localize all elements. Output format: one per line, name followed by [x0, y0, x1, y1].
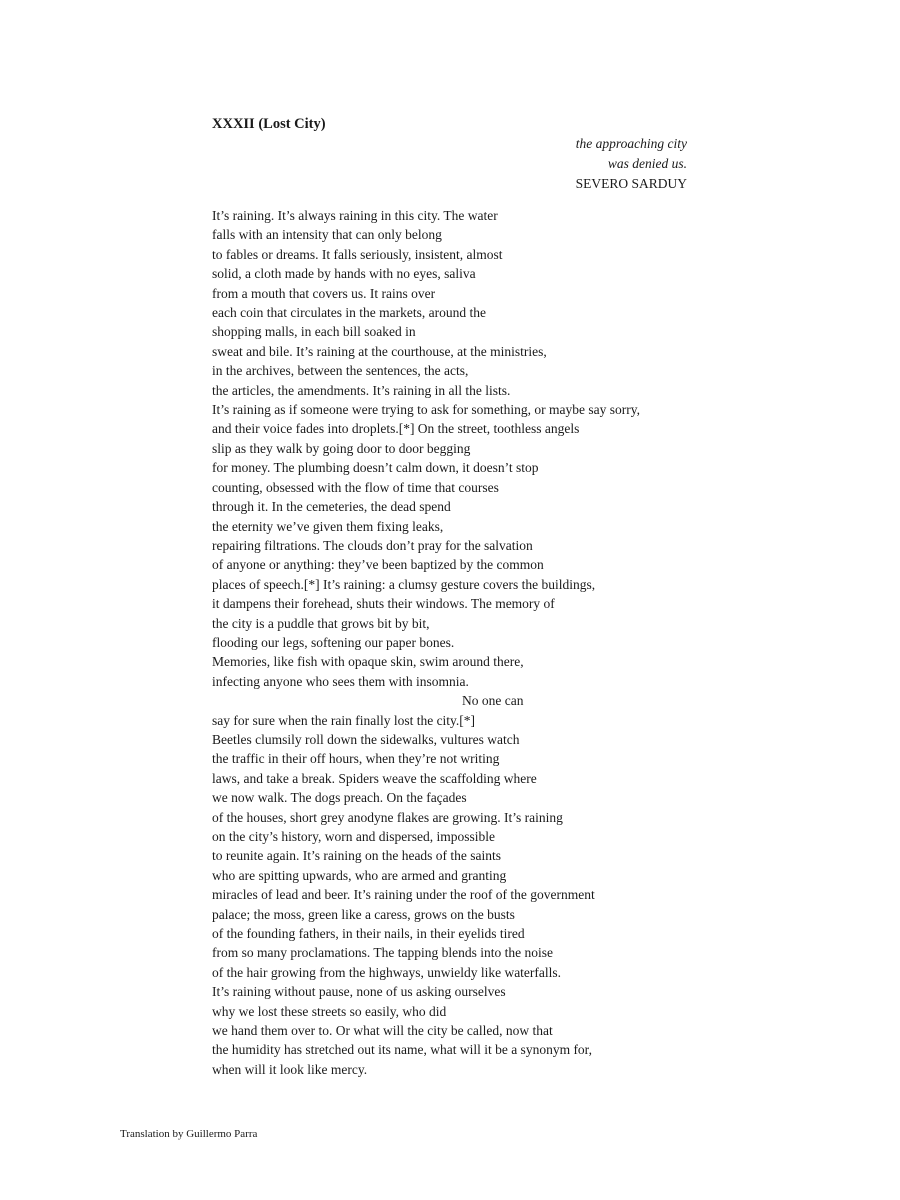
poem-line: solid, a cloth made by hands with no eyes, saliva	[212, 266, 476, 282]
poem-line: to fables or dreams. It falls seriously, insistent, almost	[212, 246, 503, 262]
poem-line: places of speech.[*] It’s raining: a clumsy gesture covers the buildings,	[212, 576, 596, 592]
poem-line: when will it look like mercy.	[212, 1061, 368, 1077]
poem-line: Beetles clumsily roll down the sidewalks, vultures watch	[212, 731, 520, 747]
poem-line: miracles of lead and beer. It’s raining under the roof of the government	[212, 887, 595, 903]
poem-body	[212, 206, 712, 1079]
poem-line: why we lost these streets so easily, who did	[212, 1003, 447, 1019]
poem-line: in the archives, between the sentences, the acts,	[212, 363, 469, 379]
poem-line: we now walk. The dogs preach. On the façades	[212, 790, 467, 806]
poem-line: the city is a puddle that grows bit by bit,	[212, 615, 430, 631]
poem-line: of the hair growing from the highways, unwieldy like waterfalls.	[212, 964, 562, 980]
poem-line: Memories, like fish with opaque skin, swim around there,	[212, 654, 524, 670]
poem-line: It’s raining. It’s always raining in this city. The water	[212, 208, 498, 223]
poem-line: the traffic in their off hours, when they’re not writing	[212, 751, 500, 767]
poem-line: sweat and bile. It’s raining at the courthouse, at the ministries,	[212, 343, 547, 359]
poem-line: of the founding fathers, in their nails, in their eyelids tired	[212, 926, 525, 942]
poem-line: it dampens their forehead, shuts their windows. The memory of	[212, 596, 555, 612]
poem-line: falls with an intensity that can only belong	[212, 227, 442, 243]
poem-line: to reunite again. It’s raining on the heads of the saints	[212, 848, 502, 864]
poem-line: of anyone or anything: they’ve been baptized by the common	[212, 557, 544, 573]
poem-line: It’s raining as if someone were trying to ask for something, or maybe say sorry,	[212, 402, 641, 418]
poem-line: of the houses, short grey anodyne flakes are growing. It’s raining	[212, 809, 563, 825]
poem-line: from a mouth that covers us. It rains over	[212, 285, 436, 301]
poem-line: flooding our legs, softening our paper bones.	[212, 634, 455, 650]
poem-line: who are spitting upwards, who are armed and granting	[212, 867, 507, 883]
epigraph-line: the approaching city	[575, 136, 687, 151]
poem-title: XXXII (Lost City)	[212, 116, 326, 132]
poem-line: slip as they walk by going door to door begging	[212, 440, 471, 456]
poem-line: palace; the moss, green like a caress, grows on the busts	[212, 906, 515, 922]
poem-line: for money. The plumbing doesn’t calm down, it doesn’t stop	[212, 460, 539, 476]
poem-line: the humidity has stretched out its name, what will it be a synonym for,	[212, 1042, 593, 1058]
poem-line: through it. In the cemeteries, the dead spend	[212, 499, 451, 515]
poem-line: laws, and take a break. Spiders weave the scaffolding where	[212, 770, 537, 786]
poem-line: shopping malls, in each bill soaked in	[212, 324, 416, 340]
epigraph-line: was denied us.	[607, 155, 687, 171]
poem-line: from so many proclamations. The tapping blends into the noise	[212, 945, 553, 961]
poem-line: repairing filtrations. The clouds don’t pray for the salvation	[212, 537, 533, 553]
poem-line: and their voice fades into droplets.[*] On the street, toothless angels	[212, 421, 580, 437]
poem-line: each coin that circulates in the markets, around the	[212, 305, 487, 321]
epigraph	[480, 134, 687, 194]
poem-line: It’s raining without pause, none of us asking ourselves	[212, 984, 506, 1000]
poem-line: the articles, the amendments. It’s raining in all the lists.	[212, 382, 511, 398]
poem-line: infecting anyone who sees them with insomnia.	[212, 673, 469, 689]
poem-line: counting, obsessed with the flow of time that courses	[212, 479, 499, 495]
poem-line: say for sure when the rain finally lost the city.[*]	[212, 712, 476, 728]
poem-line: we hand them over to. Or what will the city be called, now that	[212, 1023, 553, 1039]
translation-credit: Translation by Guillermo Parra	[120, 1128, 258, 1140]
poem-line: on the city’s history, worn and dispersed, impossible	[212, 829, 495, 844]
poem-line: the eternity we’ve given them fixing leaks,	[212, 518, 444, 534]
epigraph-author: SEVERO SARDUY	[575, 176, 687, 191]
poem-line: No one can	[462, 693, 524, 709]
